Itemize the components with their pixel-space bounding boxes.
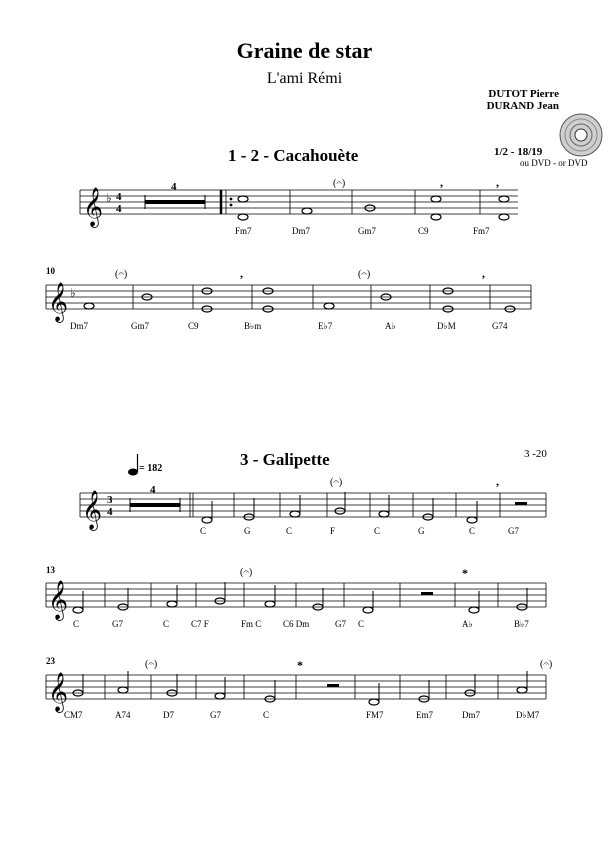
svg-text:,: , <box>440 175 443 189</box>
svg-text:,: , <box>496 474 499 488</box>
svg-text:𝄞: 𝄞 <box>48 582 69 619</box>
cd-icon <box>558 112 604 158</box>
chord: FM7 <box>366 710 384 720</box>
svg-text:*: * <box>297 658 303 672</box>
composer-1: DUTOT Pierre <box>488 88 559 100</box>
svg-text:(𝄐): (𝄐) <box>330 477 343 488</box>
svg-text:(𝄐): (𝄐) <box>540 659 553 670</box>
svg-text:(𝄐): (𝄐) <box>145 659 158 670</box>
section-title-cacahouete: 1 - 2 - Cacahouète <box>228 146 359 165</box>
svg-text:*: * <box>462 566 468 580</box>
chord: C <box>163 619 170 629</box>
chord: Fm7 <box>235 226 252 236</box>
chord: Em7 <box>416 710 433 720</box>
page-subtitle: L'ami Rémi <box>266 70 343 87</box>
tempo-mark: = 182 <box>139 463 163 474</box>
svg-text:𝄞: 𝄞 <box>82 492 103 529</box>
svg-text:4: 4 <box>116 203 122 215</box>
svg-text:,: , <box>482 266 485 280</box>
chord: D♭M <box>437 321 456 331</box>
svg-text:(𝄐): (𝄐) <box>115 269 128 280</box>
svg-text:♭: ♭ <box>70 286 76 300</box>
chord: Fm C <box>241 619 262 629</box>
chord: C7 F <box>191 619 209 629</box>
svg-text:4: 4 <box>150 484 156 496</box>
measure-number: 10 <box>46 266 55 276</box>
chord: A74 <box>115 710 131 720</box>
chord: C <box>374 526 381 536</box>
chord: Gm7 <box>358 226 376 236</box>
svg-text:(𝄐): (𝄐) <box>240 567 253 578</box>
chord: C <box>286 526 293 536</box>
svg-text:𝄞: 𝄞 <box>48 284 69 321</box>
chord: C9 <box>188 321 199 331</box>
chord: CM7 <box>64 710 83 720</box>
treble-clef-icon: 𝄞 <box>83 189 104 226</box>
chord: C <box>358 619 365 629</box>
chord: A♭ <box>385 321 396 331</box>
measure-number: 23 <box>46 656 55 666</box>
multi-rest <box>145 200 205 204</box>
chord: G7 <box>508 526 519 536</box>
svg-text:3: 3 <box>107 494 113 506</box>
chord: G7 <box>335 619 346 629</box>
chord: Dm7 <box>292 226 310 236</box>
chord: C9 <box>418 226 429 236</box>
composer-2: DURAND Jean <box>486 100 559 112</box>
svg-text:,: , <box>496 175 499 189</box>
chord: B♭m <box>244 321 262 331</box>
chord: Fm7 <box>473 226 490 236</box>
section-title-galipette: 3 - Galipette <box>240 450 330 469</box>
svg-text:𝄞: 𝄞 <box>48 674 69 711</box>
measure-number: 13 <box>46 565 55 575</box>
chord: E♭7 <box>318 321 333 331</box>
chord: Dm7 <box>70 321 88 331</box>
chord: C <box>73 619 80 629</box>
chord: Gm7 <box>131 321 149 331</box>
chord: C <box>263 710 270 720</box>
chord: G <box>418 526 425 536</box>
svg-text:,: , <box>240 266 243 280</box>
svg-text:(𝄐): (𝄐) <box>358 269 371 280</box>
svg-text:4: 4 <box>116 191 122 203</box>
chord: C6 Dm <box>283 619 310 629</box>
page-title: Graine de star <box>236 38 373 63</box>
svg-text:4: 4 <box>171 181 177 193</box>
svg-text:♭: ♭ <box>106 191 112 205</box>
chord: B♭7 <box>514 619 529 629</box>
chord: Dm7 <box>462 710 480 720</box>
chord: G74 <box>492 321 508 331</box>
cd-track: 1/2 - 18/19 <box>494 146 543 158</box>
chord: D♭M7 <box>516 710 540 720</box>
chord: G7 <box>210 710 221 720</box>
chord: G <box>244 526 251 536</box>
chord: G7 <box>112 619 123 629</box>
chord: D7 <box>163 710 174 720</box>
track-number: 3 -20 <box>524 448 547 460</box>
chord: C <box>469 526 476 536</box>
chord: F <box>330 526 336 536</box>
chord: C <box>200 526 207 536</box>
chord: A♭ <box>462 619 473 629</box>
cd-note: ou DVD - or DVD <box>520 158 588 168</box>
svg-text:4: 4 <box>107 506 113 518</box>
svg-text:(𝄐): (𝄐) <box>333 178 346 189</box>
